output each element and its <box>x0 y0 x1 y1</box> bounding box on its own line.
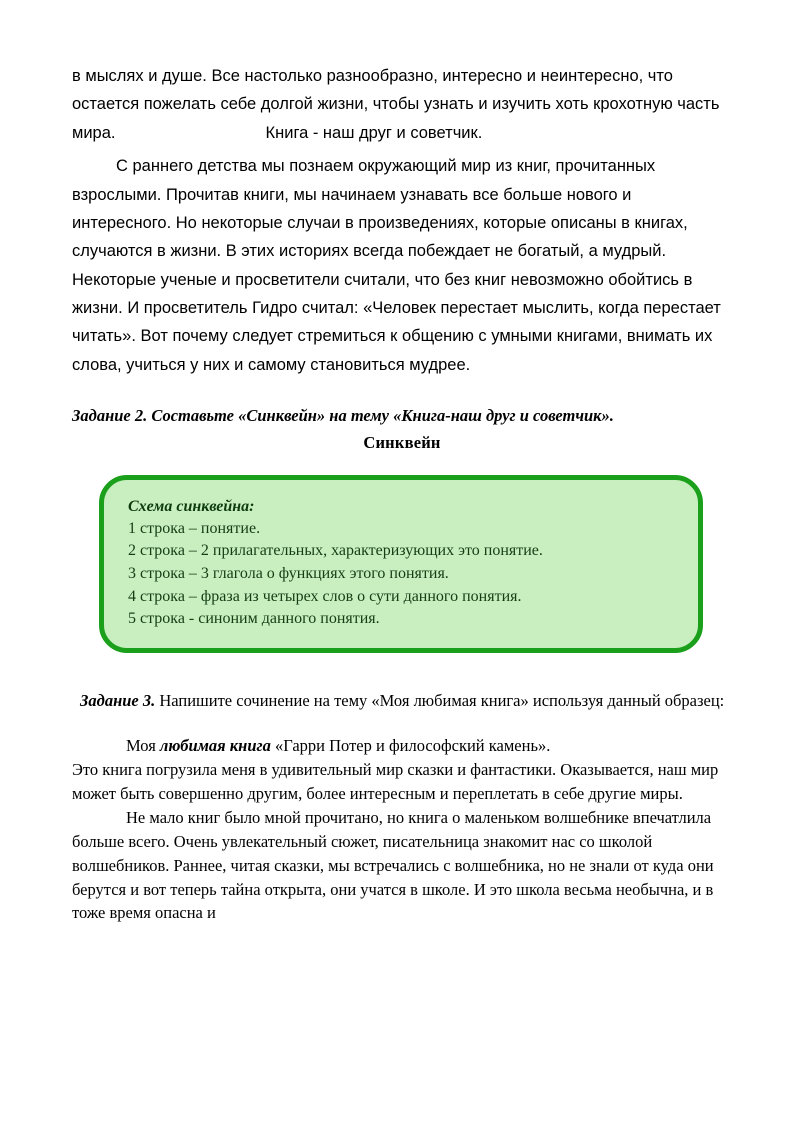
paragraph-continuation-tail: Книга - наш друг и советчик. <box>265 123 483 142</box>
scheme-title: Схема синквейна: <box>128 497 255 515</box>
task-3-text: Напишите сочинение на тему «Моя любимая книга» используя данный образец: <box>155 690 725 710</box>
paragraph-continuation <box>72 62 732 147</box>
essay-title-line <box>72 734 732 758</box>
list-item: 2 строка – 2 прилагательных, характеризующих это понятие. <box>128 542 543 560</box>
list-item: 3 строка – 3 глагола о функциях этого понятия. <box>128 565 449 582</box>
essay-title-bold: любимая книга <box>159 735 271 755</box>
sinkvein-scheme-box <box>99 475 703 653</box>
essay-paragraph-1: Это книга погрузила меня в удивительный мир сказки и фантастики. Оказывается, наш мир может быть совершенно другим, более интересным и переплетать в себе другие миры. <box>72 759 719 803</box>
scheme-list <box>128 518 674 632</box>
essay-paragraph-2-text: Не мало книг было мной прочитано, но книга о маленьком волшебнике впечатлила больше всего. Очень увлекательный сюжет, писательница знакомит нас со школой волшебников. Раннее, читая сказки, мы встречались с волшебника, но не знали от куда они берутся и вот теперь тайна открыта, они учатся в школе. И это школа весьма необычна, и в тоже время опасна и <box>72 807 714 923</box>
task-2-heading: Задание 2. Составьте «Синквейн» на тему «Книга-наш друг и советчик». <box>72 406 614 426</box>
essay-title-prefix: Моя <box>126 735 160 755</box>
task-3-heading <box>72 689 732 712</box>
page-content <box>72 62 732 925</box>
paragraph-body <box>72 152 732 379</box>
essay-paragraph-2 <box>72 806 732 926</box>
sinkvein-title: Синквейн <box>363 432 441 452</box>
list-item: 4 строка – фраза из четырех слов о сути данного понятия. <box>128 587 522 605</box>
paragraph-body-text: С раннего детства мы познаем окружающий мир из книг, прочитанных взрослыми. Прочитав книги, мы начинаем узнавать все больше нового и интересного. Но некоторые случаи в произведениях, которые описаны в книгах, случаются в жизни. В этих историях всегда побеждает не богатый, а мудрый. Некоторые ученые и просветители считали, что без книг невозможно обойтись в жизни. И просветитель Гидро считал: «Человек перестает мыслить, когда перестает читать». Вот почему следует стремиться к общению с умными книгами, внимать их слова, учиться у них и самому становиться мудрее. <box>72 157 721 374</box>
list-item: 1 строка – понятие. <box>128 519 261 537</box>
essay-title-suffix: «Гарри Потер и философский камень». <box>270 735 551 755</box>
essay-sample <box>72 734 732 925</box>
list-item: 5 строка - синоним данного понятия. <box>128 610 380 628</box>
paragraph-continuation-text: в мыслях и душе. Все настолько разнообразно, интересно и неинтересно, что остается пожелать себе долгой жизни, чтобы узнать и изучить хоть крохотную часть мира. <box>72 67 720 142</box>
task-3-label: Задание 3. <box>80 690 156 710</box>
